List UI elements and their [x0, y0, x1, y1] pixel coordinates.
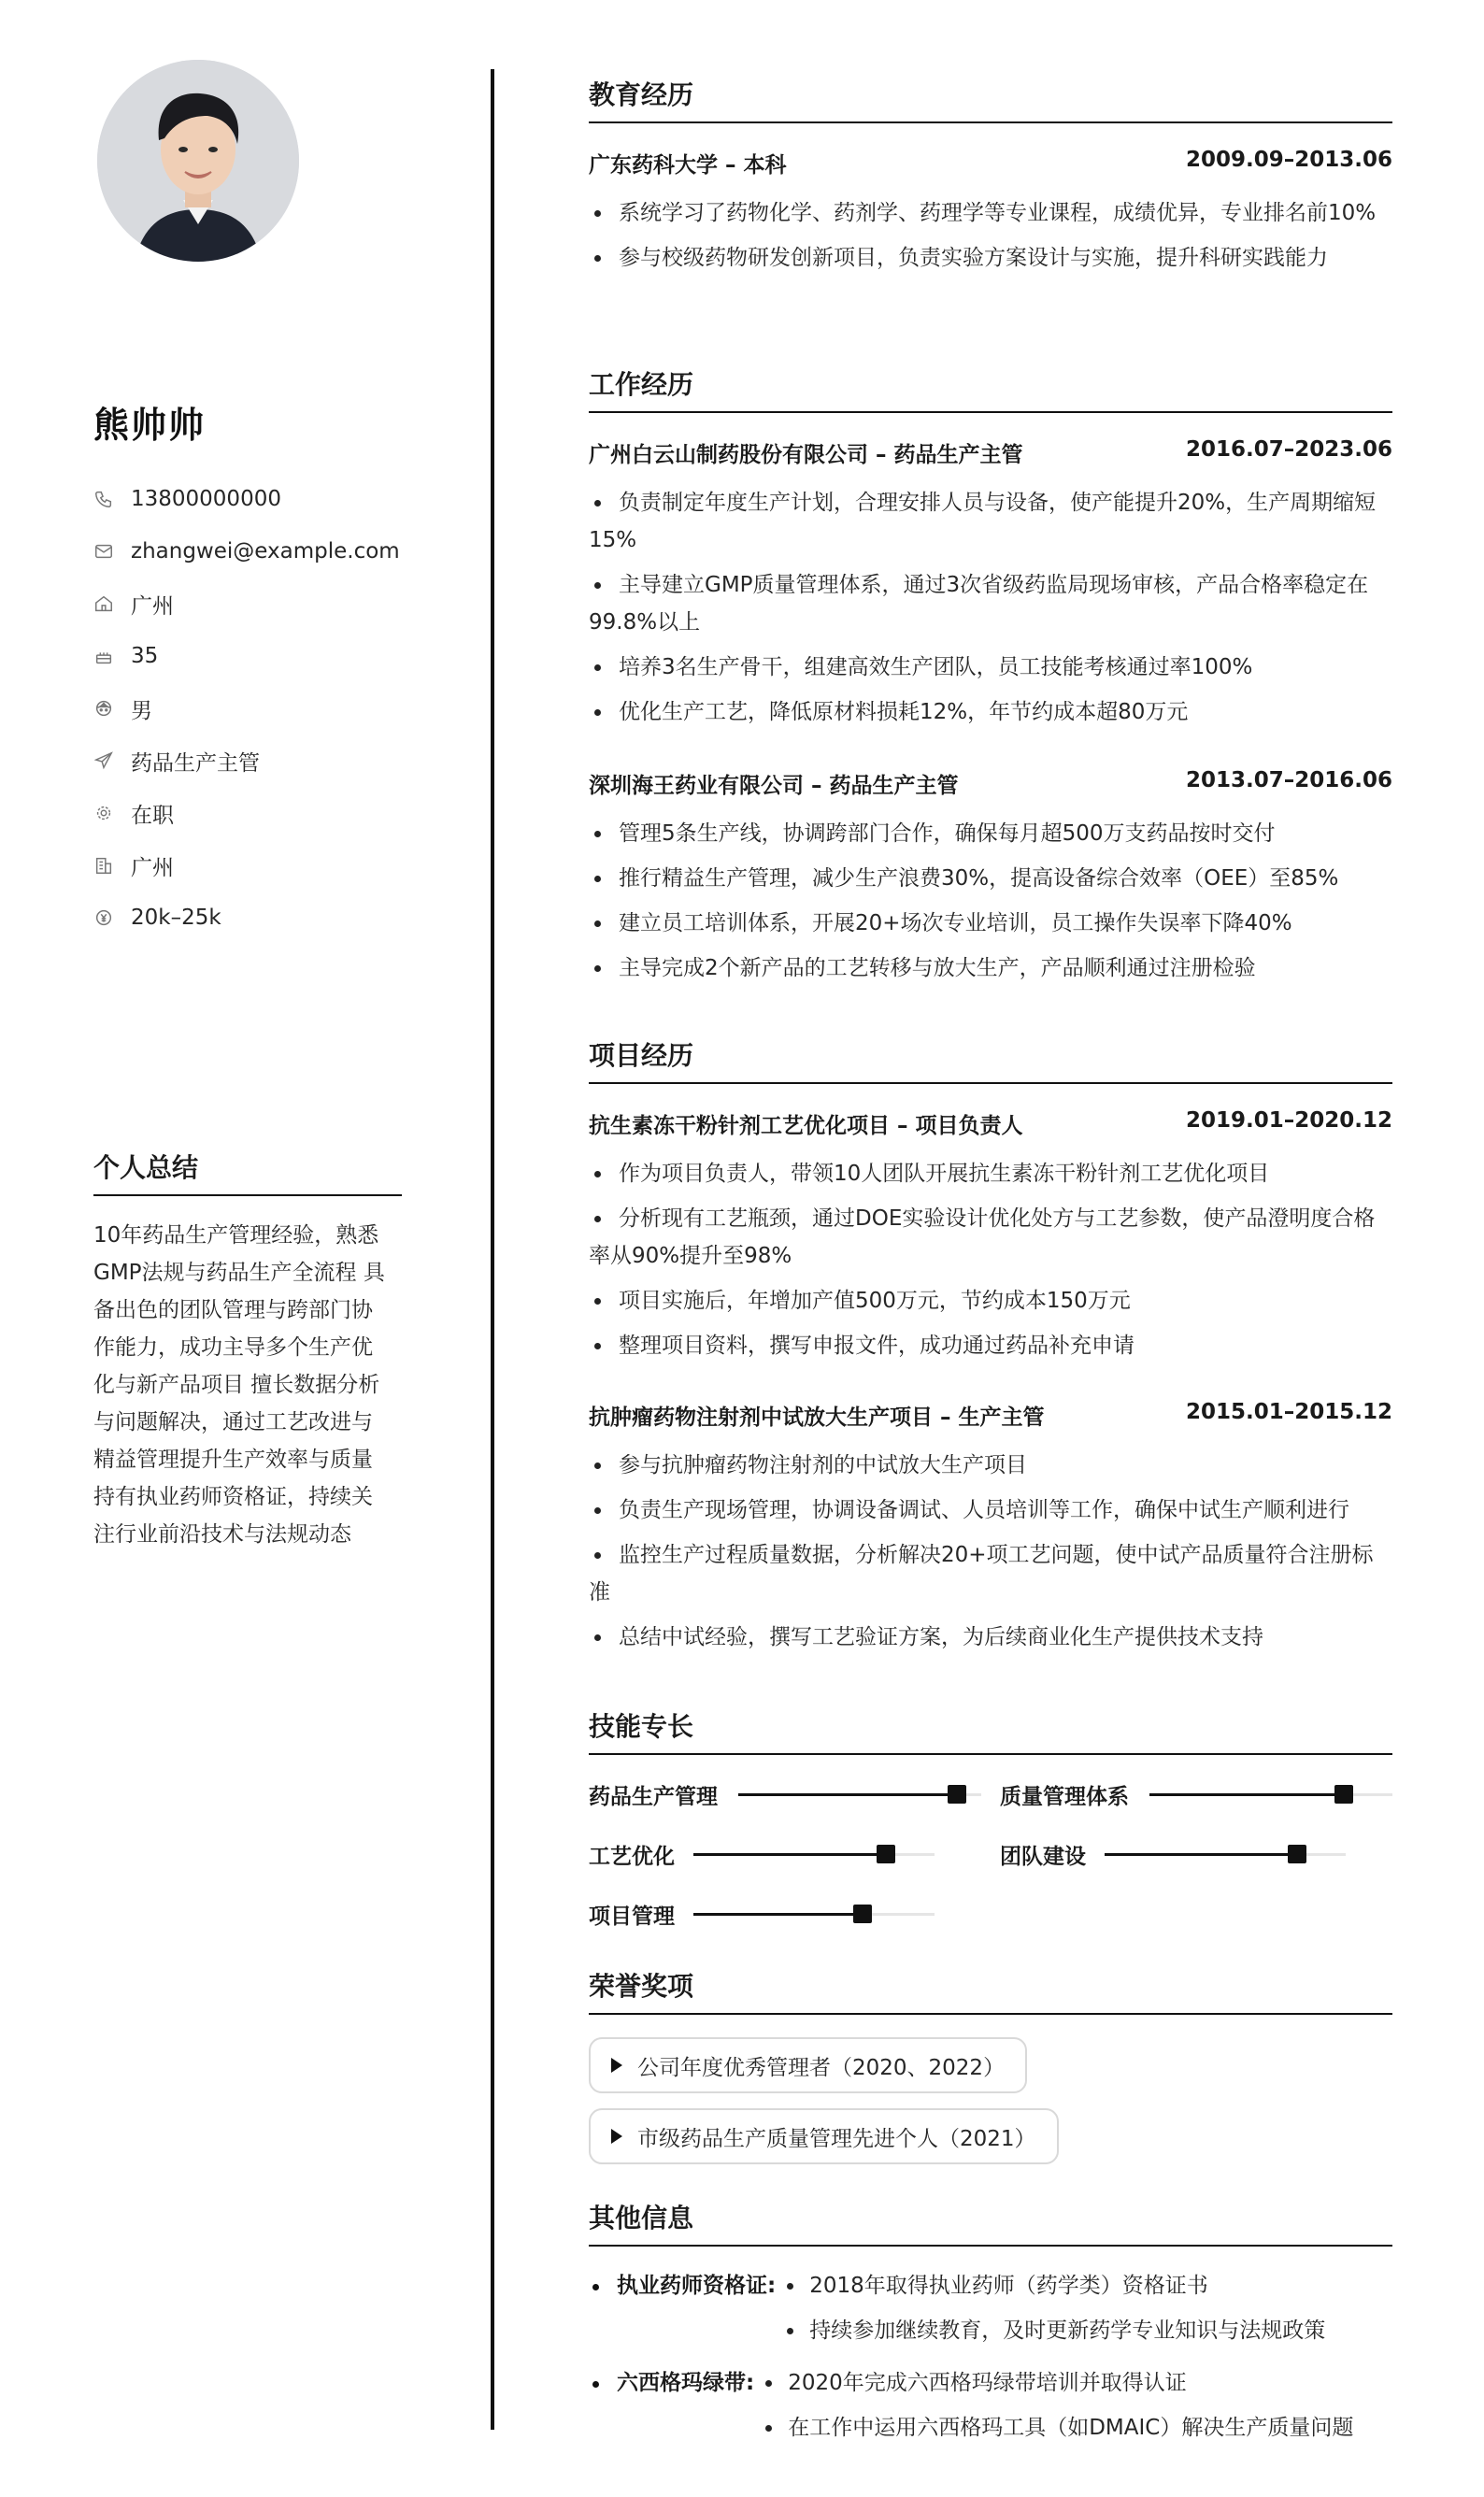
- education-title: 教育经历: [589, 75, 1392, 123]
- honor-text: 公司年度优秀管理者（2020、2022）: [637, 2055, 1006, 2080]
- skill-knob: [877, 1845, 895, 1863]
- other-item: [589, 2361, 1392, 2454]
- skill-track: [738, 1793, 981, 1796]
- play-icon: [611, 2129, 622, 2144]
- skill-knob: [853, 1905, 872, 1923]
- list-item: 总结中试经验，撰写工艺验证方案，为后续商业化生产提供技术支持: [589, 1619, 1392, 1656]
- skill-fill: [738, 1793, 957, 1796]
- project-bullets: [589, 1155, 1392, 1372]
- list-item: 负责制定年度生产计划，合理安排人员与设备，使产能提升20%，生产周期缩短15%: [589, 484, 1392, 559]
- info-city: [93, 839, 400, 892]
- info-text: 广州: [131, 593, 174, 619]
- work-entry-head: [589, 437, 1392, 468]
- skill-fill: [1105, 1853, 1297, 1856]
- info-text: 药品生产主管: [131, 750, 260, 776]
- other-values: [758, 2361, 1356, 2454]
- list-item: 整理项目资料，撰写申报文件，成功通过药品补充申请: [589, 1327, 1392, 1364]
- other-title: 其他信息: [589, 2198, 1392, 2247]
- list-item: 推行精益生产管理，减少生产浪费30%，提高设备综合效率（OEE）至85%: [589, 860, 1392, 897]
- skill-knob: [1288, 1845, 1306, 1863]
- list-item: 分析现有工艺瓶颈，通过DOE实验设计优化处方与工艺参数，使产品澄明度合格率从90%提升至98%: [589, 1200, 1392, 1275]
- cake-icon: [93, 646, 114, 666]
- money-icon: [93, 907, 114, 928]
- skill-fill: [1149, 1793, 1344, 1796]
- education-bullets: [589, 194, 1392, 284]
- skill-label: 项目管理: [589, 1904, 675, 1929]
- skill-item: [1000, 1835, 1355, 1873]
- summary-text: 10年药品生产管理经验，熟悉 GMP法规与药品生产全流程 具 备出色的团队管理与跨部门协 作能力，成功主导多个生产优 化与新产品项目 擅长数据分析 与问题解决，通过工艺改进与 精益管理提升生产效率与质量 持有执业药师资格证，持续关 注行业前沿技术与法规动态: [93, 1223, 385, 1547]
- other-item: [589, 2263, 1392, 2357]
- education-entry-head: [589, 148, 1392, 178]
- skill-knob: [1334, 1785, 1353, 1804]
- work-bullets: [589, 484, 1392, 738]
- send-icon: [93, 750, 114, 771]
- work-entry-head: [589, 768, 1392, 799]
- entry-title: 广东药科大学 – 本科: [589, 153, 787, 178]
- avatar: [97, 60, 299, 262]
- skill-label: 药品生产管理: [589, 1784, 718, 1809]
- summary-title: 个人总结: [93, 1148, 402, 1196]
- honor-item[interactable]: [589, 2108, 1059, 2164]
- candidate-name: 熊帅帅: [93, 405, 207, 446]
- info-text: 男: [131, 698, 152, 723]
- entry-title: 抗生素冻干粉针剂工艺优化项目 – 项目负责人: [589, 1114, 1023, 1138]
- avatar-portrait: [97, 60, 299, 262]
- gender-icon: [93, 698, 114, 719]
- list-item: 主导建立GMP质量管理体系，通过3次省级药监局现场审核，产品合格率稳定在99.8%以上: [589, 566, 1392, 641]
- sidebar: [0, 0, 486, 2497]
- mail-icon: [93, 541, 114, 562]
- info-text: 20k–25k: [131, 906, 221, 930]
- project-entry-head: [589, 1108, 1392, 1139]
- list-item: 参与抗肿瘤药物注射剂的中试放大生产项目: [589, 1447, 1392, 1484]
- work-title: 工作经历: [589, 364, 1392, 413]
- skill-track: [1105, 1853, 1346, 1856]
- entry-date: 2019.01–2020.12: [1185, 1108, 1392, 1133]
- column-divider: [491, 69, 494, 2430]
- work-bullets: [589, 815, 1392, 994]
- list-item: 参与校级药物研发创新项目，负责实验方案设计与实施，提升科研实践能力: [589, 239, 1392, 277]
- list-item: 2018年取得执业药师（药学类）资格证书: [779, 2267, 1377, 2304]
- skill-fill: [693, 1853, 886, 1856]
- skill-label: 工艺优化: [589, 1844, 675, 1869]
- skill-item: [1000, 1776, 1392, 1813]
- skill-item: [589, 1895, 944, 1933]
- entry-date: 2015.01–2015.12: [1185, 1400, 1392, 1424]
- other-key: 执业药师资格证:: [589, 2263, 776, 2357]
- skill-track: [693, 1913, 935, 1916]
- honor-item[interactable]: [589, 2037, 1027, 2093]
- skill-knob: [948, 1785, 966, 1804]
- skill-item: [589, 1835, 944, 1873]
- info-email: [93, 525, 400, 578]
- building-icon: [93, 855, 114, 876]
- list-item: 优化生产工艺，降低原材料损耗12%，年节约成本超80万元: [589, 693, 1392, 731]
- project-entry-head: [589, 1400, 1392, 1431]
- phone-icon: [93, 489, 114, 509]
- list-item: 负责生产现场管理，协调设备调试、人员培训等工作，确保中试生产顺利进行: [589, 1491, 1392, 1529]
- entry-date: 2013.07–2016.06: [1185, 768, 1392, 792]
- project-bullets: [589, 1447, 1392, 1663]
- info-text: 在职: [131, 803, 174, 828]
- info-age: [93, 630, 400, 682]
- list-item: 监控生产过程质量数据，分析解决20+项工艺问题，使中试产品质量符合注册标准: [589, 1536, 1392, 1611]
- entry-title: 抗肿瘤药物注射剂中试放大生产项目 – 生产主管: [589, 1405, 1045, 1430]
- info-status: [93, 787, 400, 839]
- info-text: zhangwei@example.com: [131, 539, 400, 564]
- info-location: [93, 578, 400, 630]
- list-item: 主导完成2个新产品的工艺转移与放大生产，产品顺利通过注册检验: [589, 949, 1392, 987]
- list-item: 持续参加继续教育，及时更新药学专业知识与法规政策: [779, 2312, 1377, 2349]
- other-key: 六西格玛绿带:: [589, 2361, 754, 2454]
- info-position: [93, 735, 400, 787]
- list-item: 在工作中运用六西格玛工具（如DMAIC）解决生产质量问题: [758, 2409, 1356, 2447]
- play-icon: [611, 2058, 622, 2073]
- skill-fill: [693, 1913, 863, 1916]
- skill-track: [1149, 1793, 1392, 1796]
- info-phone: [93, 473, 400, 525]
- info-text: 广州: [131, 855, 174, 880]
- skill-label: 团队建设: [1000, 1844, 1086, 1869]
- list-item: 系统学习了药物化学、药剂学、药理学等专业课程，成绩优异，专业排名前10%: [589, 194, 1392, 232]
- list-item: 作为项目负责人，带领10人团队开展抗生素冻干粉针剂工艺优化项目: [589, 1155, 1392, 1192]
- list-item: 建立员工培训体系，开展20+场次专业培训，员工操作失误率下降40%: [589, 905, 1392, 942]
- skills-title: 技能专长: [589, 1706, 1392, 1755]
- info-gender: [93, 682, 400, 735]
- skill-track: [693, 1853, 935, 1856]
- contact-info-list: [93, 473, 400, 944]
- info-salary: [93, 892, 400, 944]
- list-item: 培养3名生产骨干，组建高效生产团队，员工技能考核通过率100%: [589, 649, 1392, 686]
- skill-label: 质量管理体系: [1000, 1784, 1129, 1809]
- info-text: 13800000000: [131, 487, 281, 511]
- list-item: 项目实施后，年增加产值500万元，节约成本150万元: [589, 1282, 1392, 1320]
- status-icon: [93, 803, 114, 823]
- entry-title: 深圳海王药业有限公司 – 药品生产主管: [589, 774, 959, 798]
- honors-title: 荣誉奖项: [589, 1966, 1392, 2015]
- projects-title: 项目经历: [589, 1035, 1392, 1084]
- other-values: [779, 2263, 1377, 2357]
- list-item: 2020年完成六西格玛绿带培训并取得认证: [758, 2364, 1356, 2402]
- entry-title: 广州白云山制药股份有限公司 – 药品生产主管: [589, 443, 1023, 467]
- honor-text: 市级药品生产质量管理先进个人（2021）: [637, 2126, 1036, 2151]
- entry-date: 2009.09–2013.06: [1185, 148, 1392, 172]
- list-item: 管理5条生产线，协调跨部门合作，确保每月超500万支药品按时交付: [589, 815, 1392, 852]
- info-text: 35: [131, 644, 159, 668]
- entry-date: 2016.07–2023.06: [1185, 437, 1392, 462]
- skill-item: [589, 1776, 981, 1813]
- home-icon: [93, 593, 114, 614]
